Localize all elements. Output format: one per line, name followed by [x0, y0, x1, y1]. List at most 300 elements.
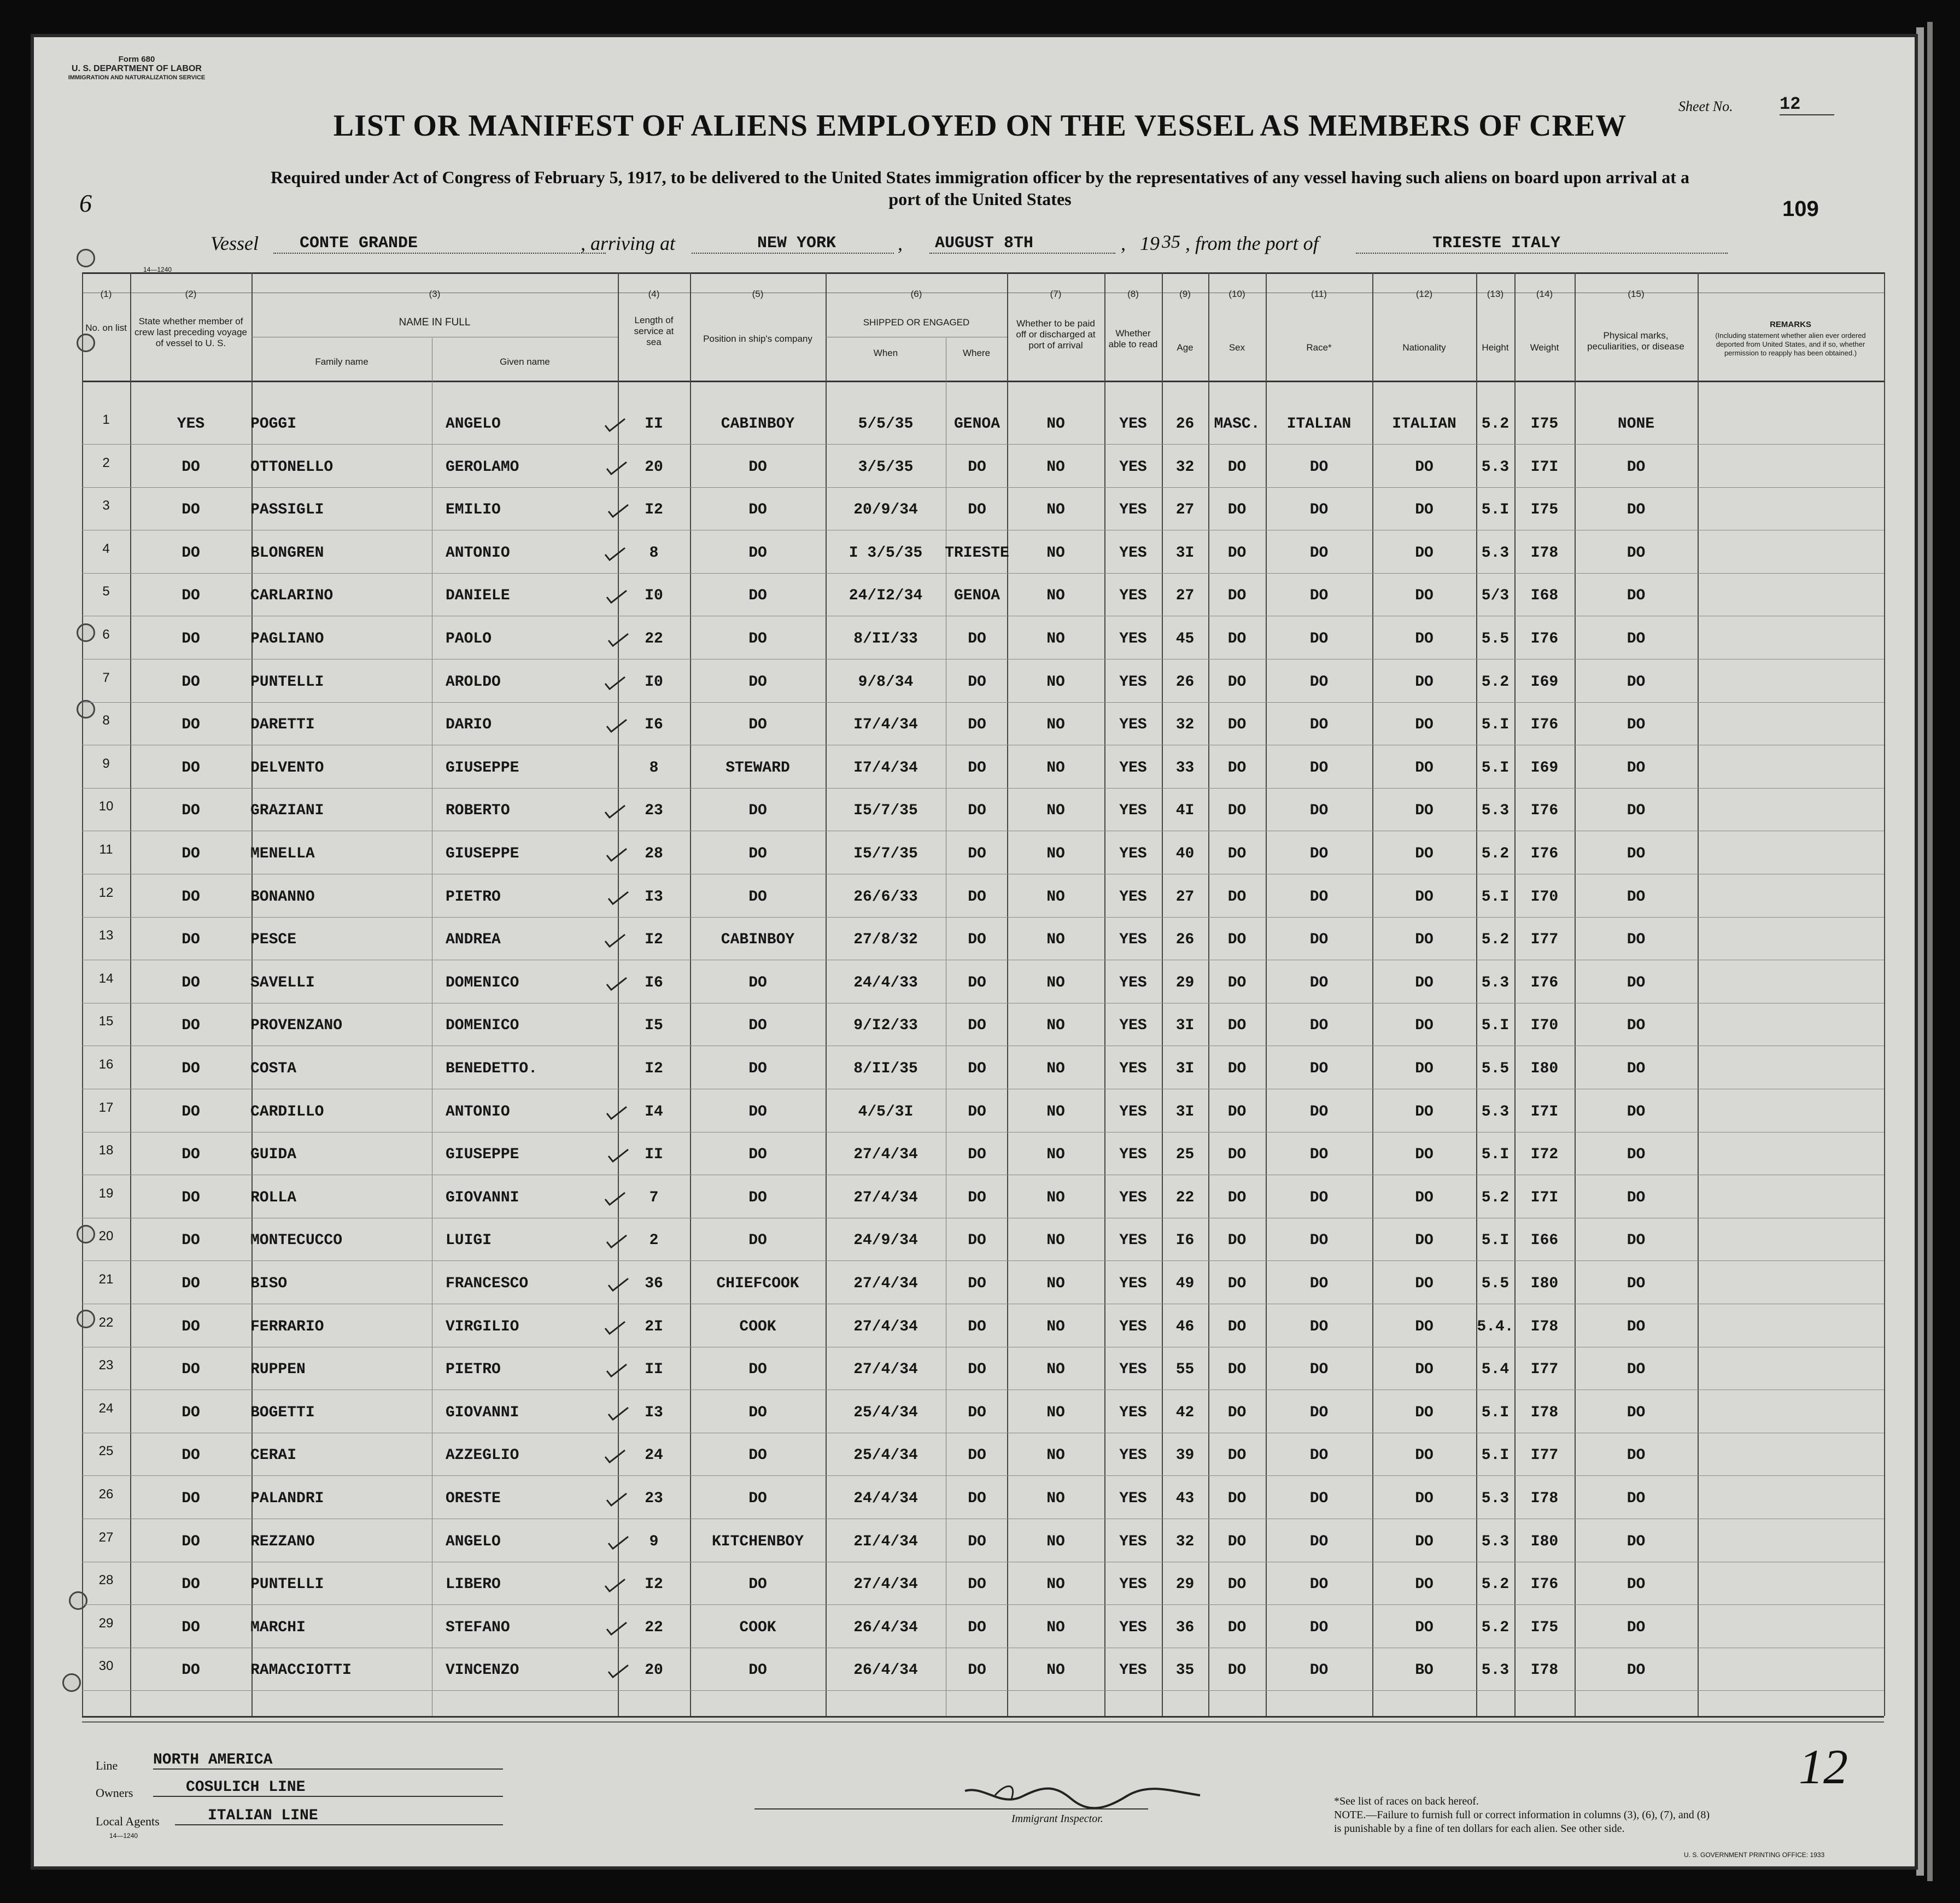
cell-physical-marks: DO	[1626, 1619, 1646, 1636]
vessel-label: Vessel	[210, 232, 259, 254]
cell-family-name: PROVENZANO	[250, 1017, 343, 1035]
cell-shipped-when: 26/4/34	[853, 1662, 918, 1679]
cell-nationality: DO	[1415, 1533, 1434, 1550]
cell-race: DO	[1309, 1662, 1329, 1679]
cell-given-name: ANGELO	[446, 416, 501, 433]
cell-given-name: EMILIO	[446, 501, 501, 519]
cell-nationality: DO	[1415, 1619, 1434, 1636]
cell-paid-off: NO	[1046, 759, 1065, 777]
cell-shipped-when: I7/4/34	[853, 759, 918, 777]
cell-service-length: I6	[645, 716, 663, 734]
cell-given-name: ANDREA	[446, 931, 501, 949]
cell-physical-marks: DO	[1626, 631, 1646, 647]
cell-shipped-where: TRIESTE	[945, 544, 1009, 562]
cell-service-length: I4	[645, 1103, 663, 1120]
cell-row-number: 16	[98, 1057, 114, 1072]
cell-race: ITALIAN	[1286, 416, 1351, 433]
row-rule	[82, 1475, 1884, 1476]
cell-weight: I76	[1530, 631, 1559, 647]
cell-shipped-where: DO	[968, 1232, 986, 1250]
cell-prev-voyage: DO	[182, 1490, 200, 1507]
cell-physical-marks: DO	[1626, 974, 1646, 991]
header-able-to-read: Whether able to read	[1108, 328, 1158, 349]
cell-sex: DO	[1227, 1662, 1247, 1679]
cell-age: 25	[1175, 1146, 1195, 1164]
cell-nationality: DO	[1415, 587, 1434, 605]
cell-height: 5.3	[1481, 802, 1510, 820]
header-family-name: Family name	[315, 357, 368, 367]
cell-family-name: MARCHI	[250, 1619, 306, 1636]
cell-nationality: ITALIAN	[1392, 416, 1456, 433]
cell-shipped-when: 27/4/34	[853, 1361, 918, 1379]
cell-service-length: 7	[649, 1189, 659, 1206]
cell-service-length: 28	[645, 845, 663, 862]
cell-shipped-when: 25/4/34	[853, 1404, 918, 1421]
cell-shipped-where: GENOA	[953, 416, 1000, 433]
cell-family-name: COSTA	[250, 1060, 297, 1077]
cell-physical-marks: DO	[1626, 931, 1646, 949]
cell-paid-off: NO	[1046, 1533, 1065, 1550]
cell-given-name: ANTONIO	[446, 1103, 510, 1120]
cell-age: 26	[1175, 416, 1195, 433]
check-mark-icon	[606, 589, 628, 604]
check-mark-icon	[604, 547, 626, 561]
arriving-port: NEW YORK	[692, 234, 894, 254]
cell-given-name: GIUSEPPE	[446, 1146, 519, 1164]
cell-service-length: 9	[649, 1533, 659, 1550]
cell-service-length: I2	[645, 1576, 663, 1593]
cell-shipped-when: 24/4/34	[853, 1490, 918, 1507]
cell-shipped-when: 26/4/34	[853, 1619, 918, 1636]
row-rule	[82, 1132, 1884, 1133]
cell-prev-voyage: DO	[182, 1447, 200, 1464]
cell-paid-off: NO	[1046, 587, 1065, 605]
punch-hole	[62, 1673, 81, 1692]
cell-prev-voyage: DO	[182, 1576, 200, 1593]
cell-sex: DO	[1227, 631, 1247, 647]
cell-position: DO	[748, 1490, 767, 1507]
cell-family-name: BISO	[250, 1275, 288, 1292]
cell-physical-marks: DO	[1626, 1017, 1646, 1035]
cell-prev-voyage: DO	[182, 759, 200, 777]
cell-shipped-when: 27/8/32	[853, 931, 918, 949]
cell-service-length: 20	[645, 1662, 663, 1679]
vessel-name: CONTE GRANDE	[273, 234, 606, 254]
cell-position: DO	[748, 1060, 767, 1077]
cell-nationality: DO	[1415, 1146, 1434, 1164]
cell-weight: I70	[1530, 1017, 1559, 1035]
cell-race: DO	[1309, 1576, 1329, 1593]
cell-weight: I7I	[1530, 458, 1559, 476]
cell-age: 4I	[1175, 802, 1195, 820]
cell-height: 5.I	[1481, 1017, 1510, 1035]
cell-age: 3I	[1175, 1103, 1195, 1120]
row-rule	[82, 917, 1884, 918]
cell-family-name: CERAI	[250, 1447, 297, 1464]
cell-position: KITCHENBOY	[711, 1533, 804, 1550]
cell-family-name: CARLARINO	[250, 587, 334, 605]
cell-age: 39	[1175, 1447, 1195, 1464]
cell-shipped-where: DO	[968, 802, 986, 820]
cell-family-name: BLONGREN	[250, 544, 324, 562]
cell-height: 5.4.	[1477, 1318, 1514, 1335]
cell-race: DO	[1309, 974, 1329, 991]
cell-family-name: PAGLIANO	[250, 631, 324, 647]
cell-shipped-when: 26/6/33	[853, 888, 918, 906]
form-number: Form 680	[118, 55, 155, 64]
cell-position: DO	[748, 888, 767, 906]
cell-height: 5.I	[1481, 1146, 1510, 1164]
cell-age: 32	[1175, 716, 1195, 734]
cell-position: DO	[748, 845, 767, 862]
cell-shipped-where: DO	[968, 931, 986, 949]
cell-race: DO	[1309, 888, 1329, 906]
cell-sex: MASC.	[1214, 416, 1260, 433]
cell-shipped-where: DO	[968, 1017, 986, 1035]
cell-family-name: OTTONELLO	[250, 458, 334, 476]
cell-given-name: PAOLO	[446, 631, 492, 647]
cell-position: DO	[748, 458, 767, 476]
cell-nationality: DO	[1415, 631, 1434, 647]
cell-row-number: 5	[102, 584, 110, 599]
cell-nationality: DO	[1415, 931, 1434, 949]
col-number: (13)	[1487, 289, 1504, 299]
cell-paid-off: NO	[1046, 974, 1065, 991]
cell-sex: DO	[1227, 1103, 1247, 1120]
row-rule	[82, 573, 1884, 574]
cell-race: DO	[1309, 931, 1329, 949]
cell-race: DO	[1309, 631, 1329, 647]
cell-weight: I80	[1530, 1533, 1559, 1550]
cell-prev-voyage: DO	[182, 1619, 200, 1636]
cell-able-to-read: YES	[1119, 1533, 1147, 1550]
cell-race: DO	[1309, 716, 1329, 734]
cell-height: 5.2	[1481, 845, 1510, 862]
cell-age: 26	[1175, 931, 1195, 949]
cell-weight: I77	[1530, 1447, 1559, 1464]
cell-physical-marks: DO	[1626, 501, 1646, 519]
cell-able-to-read: YES	[1119, 416, 1147, 433]
cell-nationality: DO	[1415, 1103, 1434, 1120]
cell-age: 42	[1175, 1404, 1195, 1421]
cell-sex: DO	[1227, 845, 1247, 862]
cell-weight: I68	[1530, 587, 1559, 605]
cell-row-number: 30	[98, 1659, 114, 1674]
cell-sex: DO	[1227, 673, 1247, 691]
header-when: When	[873, 348, 898, 358]
line-label: Line	[96, 1759, 118, 1772]
cell-service-length: 23	[645, 802, 663, 820]
cell-age: 29	[1175, 1576, 1195, 1593]
cell-given-name: GIUSEPPE	[446, 845, 519, 862]
cell-prev-voyage: DO	[182, 888, 200, 906]
cell-able-to-read: YES	[1119, 1361, 1147, 1379]
check-mark-icon	[604, 1449, 626, 1463]
check-mark-icon	[606, 461, 628, 475]
col-number: (5)	[752, 289, 764, 299]
cell-prev-voyage: DO	[182, 931, 200, 949]
cell-prev-voyage: DO	[182, 1662, 200, 1679]
cell-sex: DO	[1227, 1189, 1247, 1206]
cell-given-name: ORESTE	[446, 1490, 501, 1507]
cell-nationality: DO	[1415, 501, 1434, 519]
cell-age: 55	[1175, 1361, 1195, 1379]
cell-nationality: DO	[1415, 1017, 1434, 1035]
check-mark-icon	[604, 418, 626, 432]
cell-family-name: PUNTELLI	[250, 673, 324, 691]
cell-row-number: 29	[98, 1615, 114, 1631]
cell-height: 5.3	[1481, 1533, 1510, 1550]
cell-paid-off: NO	[1046, 1662, 1065, 1679]
cell-physical-marks: DO	[1626, 1662, 1646, 1679]
cell-shipped-when: 20/9/34	[853, 501, 918, 519]
cell-position: CABINBOY	[721, 931, 795, 949]
agents-value: ITALIAN LINE	[175, 1807, 503, 1825]
cell-given-name: GIOVANNI	[446, 1189, 519, 1206]
cell-prev-voyage: DO	[182, 673, 200, 691]
cell-physical-marks: DO	[1626, 1576, 1646, 1593]
header-physical-marks: Physical marks, peculiarities, or disease	[1587, 330, 1684, 352]
from-label: , from the port of	[1185, 232, 1319, 254]
cell-paid-off: NO	[1046, 1060, 1065, 1077]
cell-nationality: DO	[1415, 673, 1434, 691]
cell-nationality: DO	[1415, 845, 1434, 862]
header-remarks-note: (Including statement whether alien ever ordered deported from United States, and if so, whether permission to reapply has been obtained.)	[1715, 331, 1866, 357]
cell-height: 5.I	[1481, 1447, 1510, 1464]
cell-position: DO	[748, 1447, 767, 1464]
cell-physical-marks: DO	[1626, 1490, 1646, 1507]
cell-row-number: 2	[102, 455, 110, 470]
cell-physical-marks: DO	[1626, 1146, 1646, 1164]
cell-prev-voyage: DO	[182, 1232, 200, 1250]
cell-position: COOK	[739, 1619, 776, 1636]
owners-label: Owners	[96, 1786, 133, 1800]
check-mark-icon	[607, 1536, 629, 1550]
cell-physical-marks: DO	[1626, 1103, 1646, 1120]
form-code: 14—1240	[109, 1832, 138, 1840]
cell-row-number: 27	[98, 1530, 114, 1545]
cell-given-name: DOMENICO	[446, 1017, 519, 1035]
cell-service-length: 2	[649, 1232, 659, 1250]
cell-service-length: I2	[645, 931, 663, 949]
cell-given-name: ANTONIO	[446, 544, 510, 562]
check-mark-icon	[607, 633, 629, 647]
cell-position: DO	[748, 1576, 767, 1593]
cell-sex: DO	[1227, 458, 1247, 476]
cell-prev-voyage: DO	[182, 1533, 200, 1550]
cell-shipped-where: DO	[968, 888, 986, 906]
header-height: Height	[1482, 342, 1509, 353]
header-where: Where	[962, 348, 991, 358]
cell-able-to-read: YES	[1119, 1017, 1147, 1035]
cell-family-name: BONANNO	[250, 888, 315, 906]
check-mark-icon	[604, 804, 626, 819]
check-mark-icon	[606, 1621, 628, 1636]
cell-age: 26	[1175, 673, 1195, 691]
cell-paid-off: NO	[1046, 631, 1065, 647]
cell-shipped-where: DO	[968, 1576, 986, 1593]
cell-row-number: 28	[98, 1573, 114, 1588]
cell-physical-marks: DO	[1626, 1404, 1646, 1421]
check-mark-icon	[607, 891, 629, 905]
cell-age: 3I	[1175, 1060, 1195, 1077]
cell-race: DO	[1309, 1533, 1329, 1550]
cell-able-to-read: YES	[1119, 716, 1147, 734]
cell-able-to-read: YES	[1119, 544, 1147, 562]
cell-sex: DO	[1227, 931, 1247, 949]
cell-shipped-where: DO	[968, 673, 986, 691]
cell-sex: DO	[1227, 974, 1247, 991]
cell-shipped-when: 4/5/3I	[858, 1103, 914, 1120]
cell-nationality: DO	[1415, 974, 1434, 991]
cell-race: DO	[1309, 1318, 1329, 1335]
cell-prev-voyage: DO	[182, 716, 200, 734]
cell-given-name: FRANCESCO	[446, 1275, 529, 1292]
cell-prev-voyage: DO	[182, 631, 200, 647]
cell-nationality: DO	[1415, 888, 1434, 906]
cell-family-name: PUNTELLI	[250, 1576, 324, 1593]
row-rule	[82, 702, 1884, 703]
cell-position: DO	[748, 1662, 767, 1679]
cell-age: 27	[1175, 501, 1195, 519]
cell-family-name: FERRARIO	[250, 1318, 324, 1335]
cell-prev-voyage: DO	[182, 1146, 200, 1164]
cell-prev-voyage: DO	[182, 1103, 200, 1120]
service: IMMIGRATION AND NATURALIZATION SERVICE	[68, 74, 206, 81]
cell-shipped-when: 8/II/33	[853, 631, 918, 647]
check-mark-icon	[607, 1277, 629, 1292]
cell-position: DO	[748, 587, 767, 605]
header-weight: Weight	[1530, 342, 1559, 353]
cell-race: DO	[1309, 1447, 1329, 1464]
cell-physical-marks: DO	[1626, 673, 1646, 691]
cell-weight: I78	[1530, 1490, 1559, 1507]
col-number: (7)	[1050, 289, 1062, 299]
cell-weight: I80	[1530, 1060, 1559, 1077]
cell-prev-voyage: DO	[182, 1404, 200, 1421]
cell-weight: I69	[1530, 673, 1559, 691]
handwritten-mark: 6	[79, 189, 92, 217]
cell-row-number: 3	[102, 498, 110, 513]
col-number: (8)	[1127, 289, 1139, 299]
cell-nationality: DO	[1415, 458, 1434, 476]
cell-weight: I70	[1530, 888, 1559, 906]
cell-sex: DO	[1227, 802, 1247, 820]
cell-position: DO	[748, 631, 767, 647]
cell-prev-voyage: DO	[182, 1361, 200, 1379]
cell-given-name: AROLDO	[446, 673, 501, 691]
cell-position: DO	[748, 1017, 767, 1035]
cell-paid-off: NO	[1046, 1318, 1065, 1335]
cell-service-length: I0	[645, 673, 663, 691]
cell-physical-marks: DO	[1626, 802, 1646, 820]
cell-race: DO	[1309, 802, 1329, 820]
cell-physical-marks: DO	[1626, 716, 1646, 734]
cell-family-name: GUIDA	[250, 1146, 297, 1164]
cell-given-name: DANIELE	[446, 587, 510, 605]
cell-physical-marks: DO	[1626, 1318, 1646, 1335]
col-number: (14)	[1536, 289, 1553, 299]
cell-family-name: DELVENTO	[250, 759, 324, 777]
cell-given-name: GEROLAMO	[446, 458, 519, 476]
cell-age: I6	[1175, 1232, 1195, 1250]
cell-nationality: DO	[1415, 759, 1434, 777]
cell-paid-off: NO	[1046, 1361, 1065, 1379]
cell-prev-voyage: DO	[182, 587, 200, 605]
cell-physical-marks: DO	[1626, 1189, 1646, 1206]
check-mark-icon	[606, 719, 628, 733]
cell-race: DO	[1309, 1232, 1329, 1250]
cell-paid-off: NO	[1046, 802, 1065, 820]
subtitle-line2: port of the United States	[888, 189, 1072, 209]
cell-able-to-read: YES	[1119, 1232, 1147, 1250]
cell-row-number: 12	[98, 885, 114, 900]
cell-service-length: II	[645, 416, 663, 433]
cell-family-name: POGGI	[250, 416, 297, 433]
cell-height: 5.5	[1481, 1275, 1510, 1292]
cell-height: 5.3	[1481, 458, 1510, 476]
cell-position: DO	[748, 974, 767, 991]
cell-able-to-read: YES	[1119, 1490, 1147, 1507]
cell-height: 5.3	[1481, 544, 1510, 562]
cell-nationality: DO	[1415, 1447, 1434, 1464]
cell-prev-voyage: DO	[182, 1017, 200, 1035]
cell-service-length: 22	[645, 631, 663, 647]
cell-nationality: DO	[1415, 1060, 1434, 1077]
cell-row-number: 4	[102, 541, 110, 556]
cell-family-name: DARETTI	[250, 716, 315, 734]
col-number: (10)	[1228, 289, 1245, 299]
cell-prev-voyage: DO	[182, 974, 200, 991]
cell-given-name: ANGELO	[446, 1533, 501, 1550]
cell-shipped-where: DO	[968, 974, 986, 991]
cell-shipped-when: 27/4/34	[853, 1189, 918, 1206]
cell-shipped-when: 25/4/34	[853, 1447, 918, 1464]
cell-paid-off: NO	[1046, 1619, 1065, 1636]
cell-race: DO	[1309, 1619, 1329, 1636]
cell-height: 5.5	[1481, 631, 1510, 647]
cell-position: CABINBOY	[721, 416, 795, 433]
header-nationality: Nationality	[1402, 342, 1446, 353]
cell-family-name: PALANDRI	[250, 1490, 324, 1507]
cell-position: STEWARD	[726, 759, 790, 777]
header-sex: Sex	[1228, 342, 1245, 353]
cell-service-length: I6	[645, 974, 663, 991]
cell-service-length: I2	[645, 501, 663, 519]
cell-able-to-read: YES	[1119, 888, 1147, 906]
year: 35	[1162, 232, 1180, 252]
cell-sex: DO	[1227, 1361, 1247, 1379]
cell-shipped-where: DO	[968, 1318, 986, 1335]
cell-shipped-where: DO	[968, 845, 986, 862]
cell-service-length: II	[645, 1361, 663, 1379]
col-number: (2)	[185, 289, 197, 299]
cell-able-to-read: YES	[1119, 1103, 1147, 1120]
cell-paid-off: NO	[1046, 845, 1065, 862]
cell-height: 5.I	[1481, 759, 1510, 777]
comma: ,	[1121, 232, 1126, 254]
cell-paid-off: NO	[1046, 1189, 1065, 1206]
cell-shipped-where: DO	[968, 716, 986, 734]
cell-height: 5.2	[1481, 673, 1510, 691]
cell-service-length: 20	[645, 458, 663, 476]
cell-given-name: GIUSEPPE	[446, 759, 519, 777]
cell-age: 43	[1175, 1490, 1195, 1507]
cell-nationality: DO	[1415, 1189, 1434, 1206]
cell-shipped-where: DO	[968, 458, 986, 476]
cell-age: 36	[1175, 1619, 1195, 1636]
inspector-label: Immigrant Inspector.	[1011, 1813, 1103, 1825]
